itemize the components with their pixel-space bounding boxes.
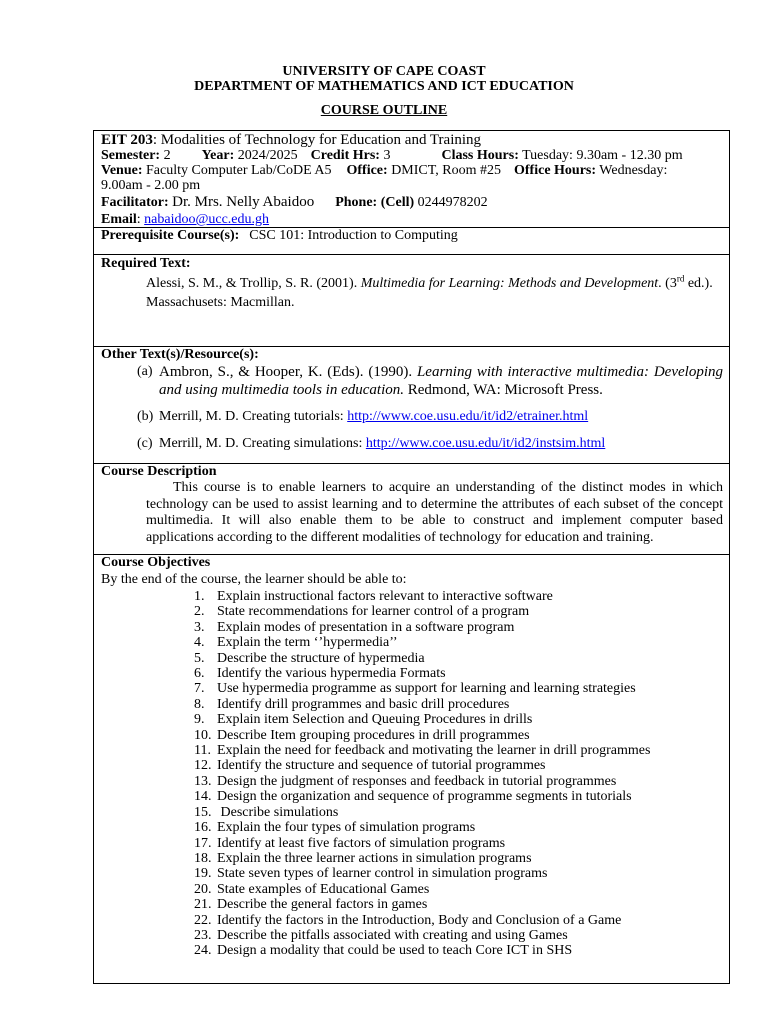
objective-text: State seven types of learner control in simulation programs bbox=[217, 866, 548, 882]
office-label: Office: bbox=[346, 163, 388, 178]
objective-item bbox=[194, 897, 723, 912]
other-texts-label: Other Text(s)/Resource(s): bbox=[101, 347, 259, 362]
course-description-text: This course is to enable learners to acquire an understanding of the distinct modes in which technology can be used to assist learning and to determine the attributes of each subset of the concept multimedia. It will also enable them to be able to construct and implement computer based applications according to the different modalities of technology for education and training. bbox=[146, 480, 723, 545]
resource-c-text: Merrill, M. D. Creating simulations: bbox=[159, 436, 366, 451]
year-label: Year: bbox=[201, 148, 235, 163]
objective-item bbox=[194, 651, 723, 666]
objective-text: Explain item Selection and Queuing Procedures in drills bbox=[217, 712, 533, 728]
objective-text: Explain the three learner actions in simulation programs bbox=[217, 850, 532, 866]
objective-item bbox=[194, 851, 723, 866]
objective-item bbox=[194, 866, 723, 881]
resource-item-b bbox=[137, 409, 723, 425]
facilitator-name: Dr. Mrs. Nelly Abaidoo bbox=[172, 194, 315, 210]
objective-item bbox=[194, 589, 723, 604]
credit-hrs-value: 3 bbox=[383, 148, 391, 163]
objectives-intro: By the end of the course, the learner should be able to: bbox=[101, 572, 407, 587]
venue-value: Faculty Computer Lab/CoDE A5 bbox=[146, 163, 332, 178]
objective-item bbox=[194, 774, 723, 789]
objective-text: Explain the term ‘’hypermedia’’ bbox=[217, 635, 398, 651]
objective-text: Describe simulations bbox=[217, 804, 339, 820]
objective-number: 14. bbox=[194, 789, 212, 805]
course-description-label: Course Description bbox=[101, 464, 217, 479]
required-text-title: Multimedia for Learning: Methods and Development bbox=[360, 276, 659, 291]
prerequisite-section bbox=[94, 228, 729, 255]
course-objectives-section bbox=[94, 555, 729, 961]
objective-text: Design a modality that could be used to teach Core ICT in SHS bbox=[217, 943, 573, 959]
objective-number: 8. bbox=[194, 696, 205, 712]
objective-text: Design the organization and sequence of programme segments in tutorials bbox=[217, 789, 632, 805]
office-hours-day: Wednesday: bbox=[599, 163, 668, 178]
course-description-section bbox=[94, 464, 729, 555]
objective-text: Identify the structure and sequence of tutorial programmes bbox=[217, 758, 546, 774]
required-text-edition-sup: rd bbox=[676, 273, 685, 284]
office-value: DMICT, Room #25 bbox=[391, 163, 501, 178]
objective-item bbox=[194, 681, 723, 696]
course-code: EIT 203 bbox=[101, 132, 153, 148]
objective-number: 2. bbox=[194, 604, 205, 620]
semester-label: Semester: bbox=[101, 148, 161, 163]
resource-marker-c: (c) bbox=[137, 436, 153, 451]
prerequisite-label: Prerequisite Course(s): bbox=[101, 228, 240, 243]
objective-text: Describe Item grouping procedures in drill programmes bbox=[217, 727, 530, 743]
email-label: Email bbox=[101, 212, 137, 227]
other-texts-section bbox=[94, 347, 729, 464]
outline-title: COURSE OUTLINE bbox=[320, 103, 448, 118]
department-name: DEPARTMENT OF MATHEMATICS AND ICT EDUCATION bbox=[194, 79, 574, 94]
resource-marker-a: (a) bbox=[137, 364, 153, 379]
objective-number: 21. bbox=[194, 897, 212, 913]
objective-item bbox=[194, 666, 723, 681]
facilitator-label: Facilitator: bbox=[101, 195, 169, 210]
objective-item bbox=[194, 882, 723, 897]
semester-value: 2 bbox=[163, 148, 171, 163]
objective-number: 11. bbox=[194, 743, 211, 759]
objective-item bbox=[194, 836, 723, 851]
objective-number: 23. bbox=[194, 927, 212, 943]
course-objectives-label: Course Objectives bbox=[101, 555, 211, 570]
objective-item bbox=[194, 635, 723, 650]
course-outline-table bbox=[93, 130, 730, 984]
venue-label: Venue: bbox=[101, 163, 143, 178]
class-hours-label: Class Hours: bbox=[441, 148, 519, 163]
office-hours-label: Office Hours: bbox=[514, 163, 597, 178]
objective-number: 12. bbox=[194, 758, 212, 774]
objective-text: Identify the factors in the Introduction, Body and Conclusion of a Game bbox=[217, 912, 622, 928]
objective-number: 5. bbox=[194, 650, 205, 666]
required-text-section bbox=[94, 255, 729, 347]
objective-text: Describe the general factors in games bbox=[217, 897, 428, 913]
class-hours-value: Tuesday: 9.30am - 12.30 pm bbox=[522, 148, 683, 163]
objective-item bbox=[194, 913, 723, 928]
objective-text: Identify at least five factors of simulation programs bbox=[217, 835, 506, 851]
objective-item bbox=[194, 789, 723, 804]
objective-number: 10. bbox=[194, 727, 212, 743]
objective-item bbox=[194, 928, 723, 943]
objective-text: Explain the need for feedback and motivating the learner in drill programmes bbox=[217, 743, 651, 759]
course-info-section: EIT 203: Modalities of Technology for Education and Training Semester: 2 Year: 2024/2025 Credit Hrs: 3 Class Hours: Tuesday: 9.30am - 12.30 pm Venue: Faculty Computer Lab/CoDE A5 Office: DMICT, Room #25 Office Hours: Wednesday: 9.00am - 2.00 pm Facilitator: Dr. Mrs. Nelly Abaidoo Phone: (Cell) 0244978202 Email: nabaidoo@ucc.edu.gh bbox=[94, 131, 729, 228]
required-text-label: Required Text: bbox=[101, 256, 191, 271]
course-title: : Modalities of Technology for Education and Training bbox=[152, 132, 482, 148]
objective-number: 3. bbox=[194, 619, 205, 635]
resource-a-title: Learning with interactive multimedia: Developing and using multimedia tools in education. bbox=[159, 364, 723, 398]
objective-item bbox=[194, 820, 723, 835]
objective-item bbox=[194, 728, 723, 743]
resource-b-text: Merrill, M. D. Creating tutorials: bbox=[159, 409, 348, 424]
resource-a-authors: Ambron, S., & Hooper, K. (Eds). (1990). bbox=[159, 364, 417, 380]
objective-item bbox=[194, 697, 723, 712]
objective-item bbox=[194, 943, 723, 958]
required-text-edition-post: ed.). bbox=[684, 276, 713, 291]
resource-item-a bbox=[137, 363, 723, 399]
resource-b-link[interactable]: http://www.coe.usu.edu/it/id2/etrainer.html bbox=[347, 409, 589, 424]
objective-text: Explain the four types of simulation programs bbox=[217, 820, 476, 836]
objective-number: 13. bbox=[194, 773, 212, 789]
objective-text: State recommendations for learner control of a program bbox=[217, 604, 530, 620]
phone-value: 0244978202 bbox=[417, 195, 488, 210]
objective-number: 17. bbox=[194, 835, 212, 851]
objective-text: Identify the various hypermedia Formats bbox=[217, 666, 446, 682]
objective-text: Describe the pitfalls associated with creating and using Games bbox=[217, 927, 568, 943]
objective-text: Design the judgment of responses and feedback in tutorial programmes bbox=[217, 773, 617, 789]
phone-label: Phone: (Cell) bbox=[335, 195, 415, 210]
objective-text: Explain modes of presentation in a software program bbox=[217, 619, 515, 635]
objective-number: 19. bbox=[194, 866, 212, 882]
objective-number: 15. bbox=[194, 804, 212, 820]
resource-marker-b: (b) bbox=[137, 409, 154, 424]
objective-number: 18. bbox=[194, 850, 212, 866]
objective-text: State examples of Educational Games bbox=[217, 881, 430, 897]
required-text-publisher: Massachusets: Macmillan. bbox=[146, 295, 295, 310]
required-text-authors: Alessi, S. M., & Trollip, S. R. (2001). bbox=[146, 276, 361, 291]
document-header bbox=[0, 64, 768, 118]
objective-item bbox=[194, 805, 723, 820]
objective-number: 20. bbox=[194, 881, 212, 897]
objective-text: Use hypermedia programme as support for learning and learning strategies bbox=[217, 681, 636, 697]
objective-text: Explain instructional factors relevant to interactive software bbox=[217, 589, 553, 604]
required-text-edition-pre: . (3 bbox=[658, 276, 677, 291]
resource-a-publisher: Redmond, WA: Microsoft Press. bbox=[404, 382, 603, 398]
objective-number: 4. bbox=[194, 635, 205, 651]
objective-number: 22. bbox=[194, 912, 212, 928]
credit-hrs-label: Credit Hrs: bbox=[310, 148, 380, 163]
prerequisite-value: CSC 101: Introduction to Computing bbox=[249, 228, 458, 243]
email-link[interactable]: nabaidoo@ucc.edu.gh bbox=[144, 212, 270, 227]
objective-number: 16. bbox=[194, 820, 212, 836]
objective-item bbox=[194, 743, 723, 758]
objective-number: 1. bbox=[194, 589, 205, 604]
resource-item-c bbox=[137, 436, 723, 452]
objective-number: 6. bbox=[194, 666, 205, 682]
objectives-list bbox=[194, 589, 723, 959]
objective-item bbox=[194, 758, 723, 773]
office-hours-time: 9.00am - 2.00 pm bbox=[101, 178, 201, 193]
objective-item bbox=[194, 604, 723, 619]
objective-item bbox=[194, 712, 723, 727]
year-value: 2024/2025 bbox=[237, 148, 298, 163]
university-name: UNIVERSITY OF CAPE COAST bbox=[282, 64, 486, 79]
objective-number: 9. bbox=[194, 712, 205, 728]
objective-item bbox=[194, 620, 723, 635]
resource-c-link[interactable]: http://www.coe.usu.edu/it/id2/instsim.html bbox=[365, 436, 606, 451]
objective-text: Identify drill programmes and basic drill procedures bbox=[217, 696, 510, 712]
objective-text: Describe the structure of hypermedia bbox=[217, 650, 425, 666]
objective-number: 24. bbox=[194, 943, 212, 959]
objective-number: 7. bbox=[194, 681, 205, 697]
